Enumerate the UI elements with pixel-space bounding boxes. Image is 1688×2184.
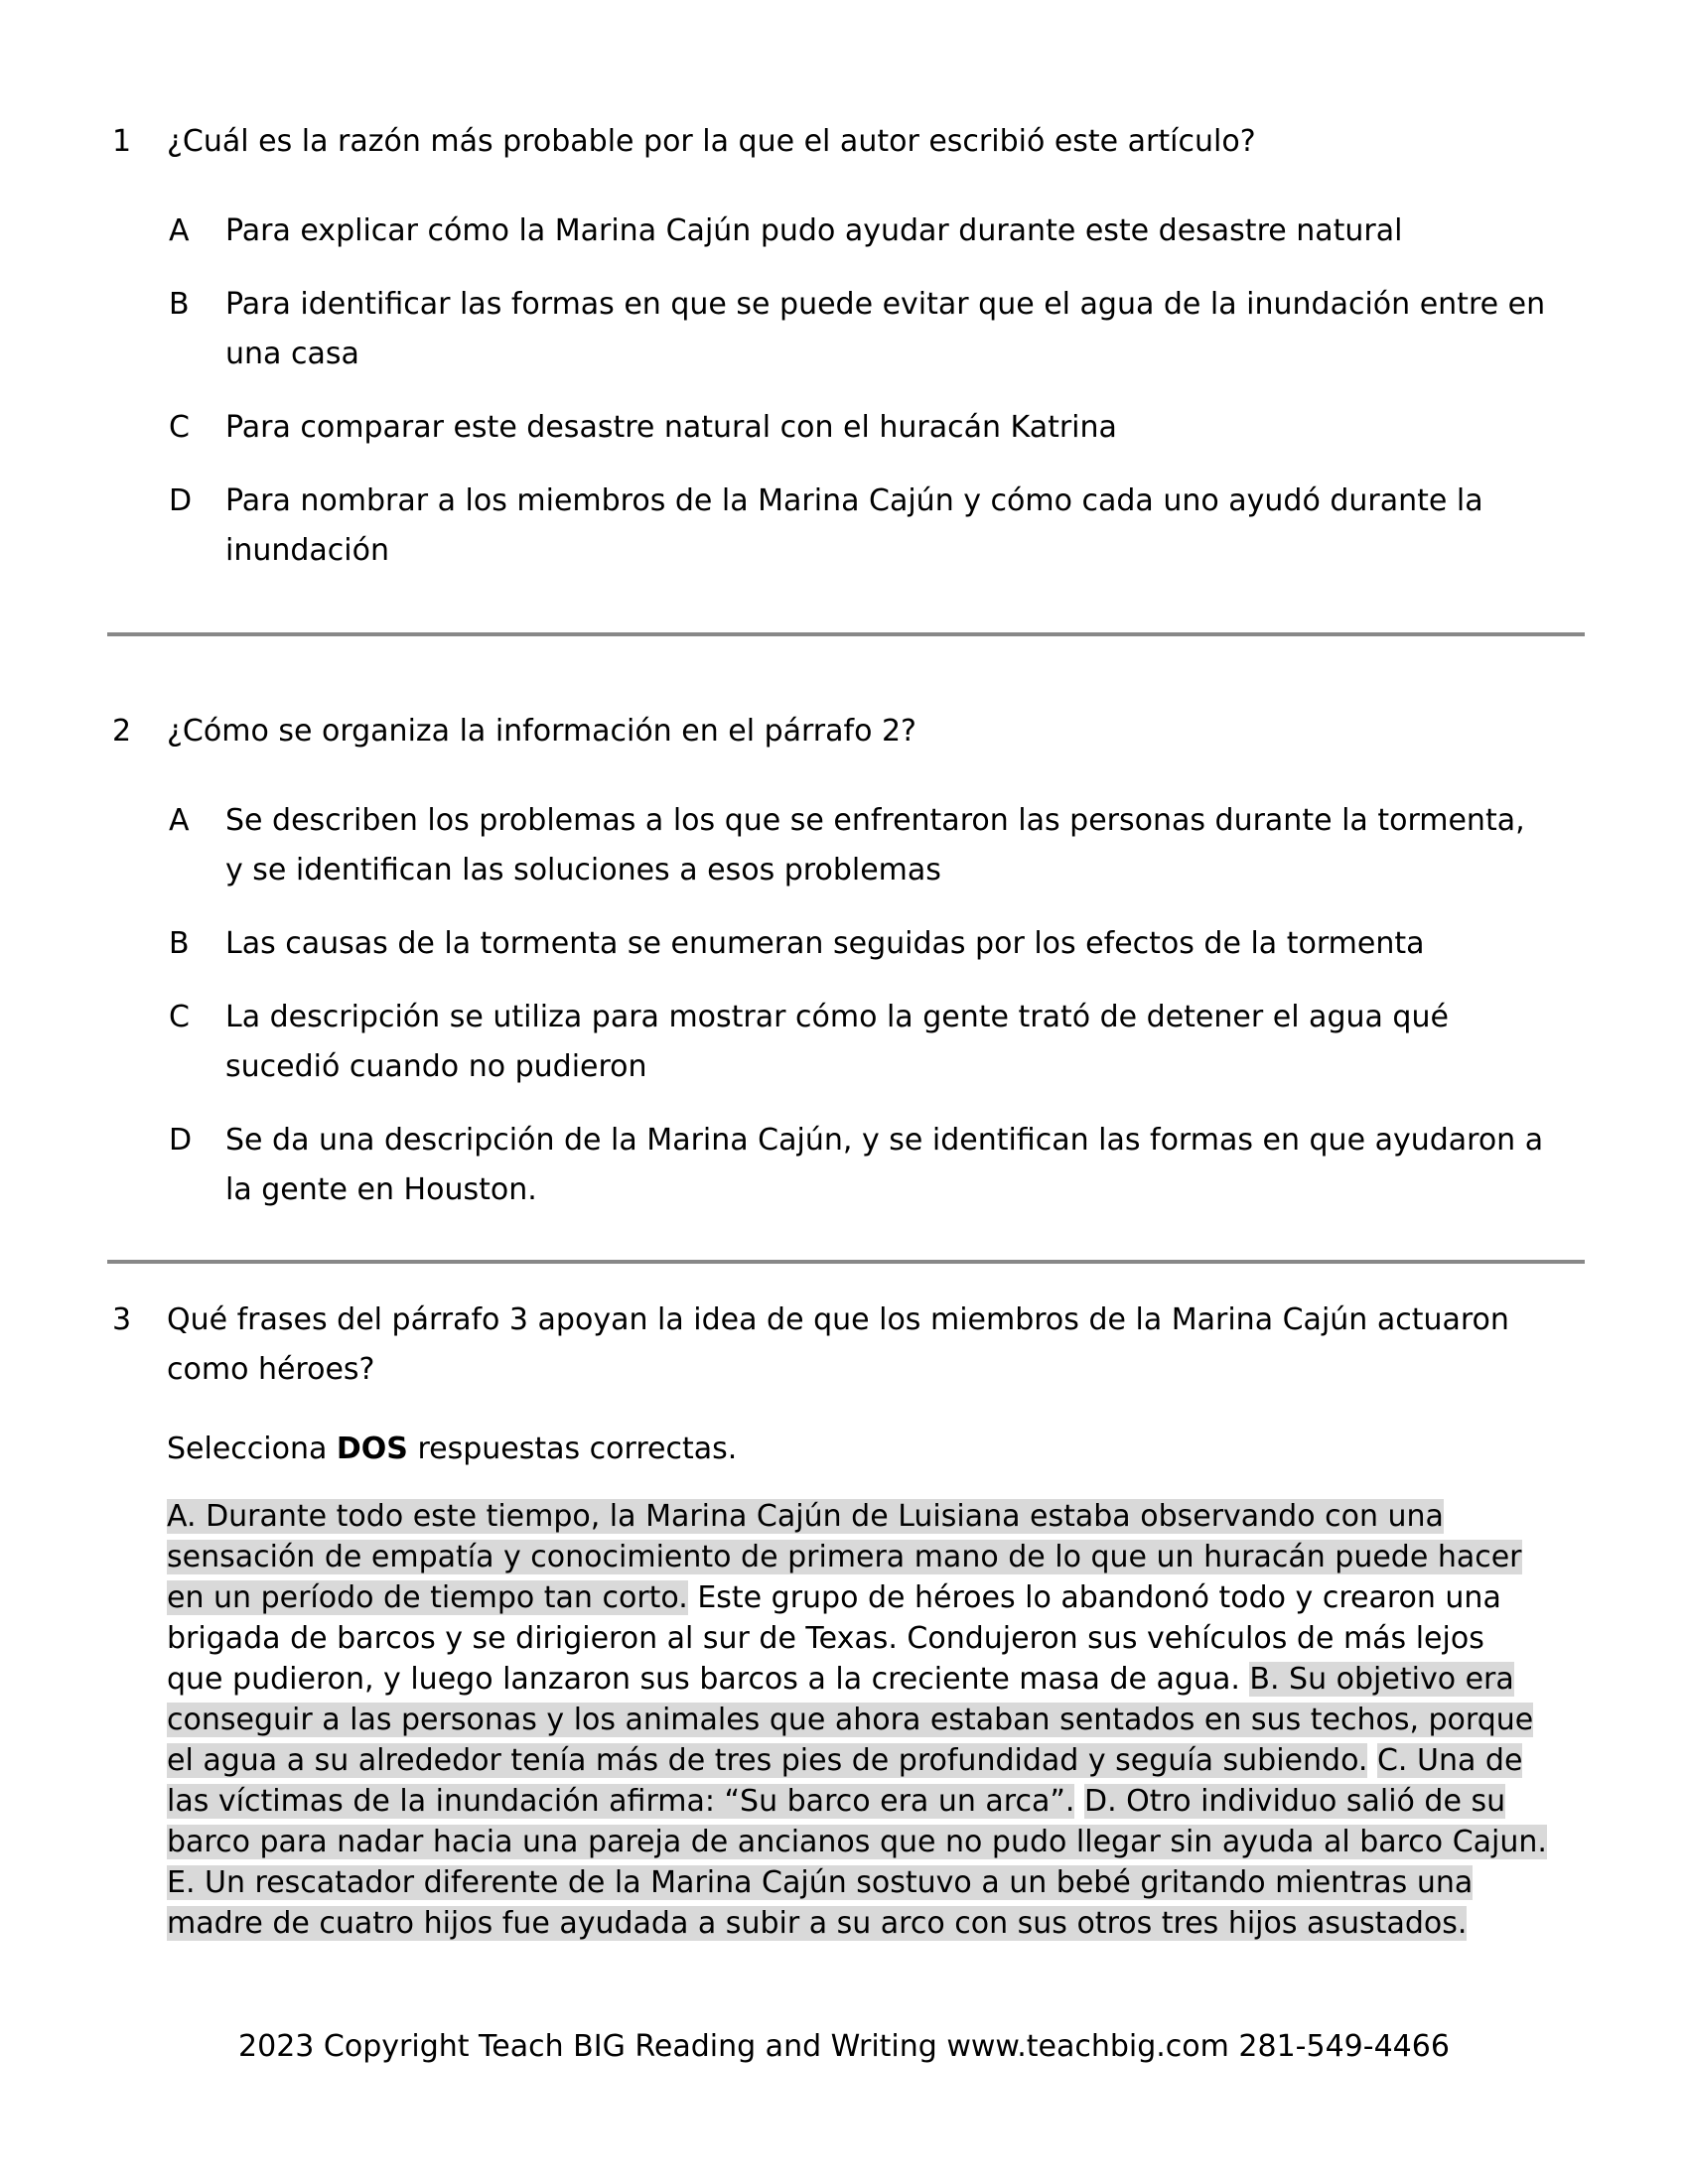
question-3-stem [112,1296,1549,1395]
highlighted-passage-segment: B. Su objetivo era conseguir a las personas y los animales que ahora estaban sentados en sus techos, porque el agua a su alrededor tenía más de tres pies de profundidad y seguía subiendo. [167,1662,1534,1778]
selection-instruction [167,1425,1549,1474]
question-1-number: 1 [112,124,132,159]
option-text: Se da una descripción de la Marina Cajún, y se identifican las formas en que ayudaron a la gente en Houston. [225,1123,1544,1207]
section-divider [107,632,1585,636]
question-block-1 [112,117,1549,576]
highlighted-passage-segment: E. Un rescatador diferente de la Marina Cajún sostuvo a un bebé gritando mientras una madre de cuatro hijos fue ayudada a subir a su arco con sus otros tres hijos asustados. [167,1865,1474,1941]
question-1-stem [112,117,1549,167]
passage-segment [1074,1784,1084,1819]
question-2-option-d [169,1116,1549,1215]
question-1-option-d [169,477,1549,576]
question-1-option-c [169,403,1549,453]
question-1-option-a [169,206,1549,256]
question-2-stem [112,707,1549,756]
option-letter: A [169,213,190,248]
section-divider [107,1260,1585,1264]
question-2-text: ¿Cómo se organiza la información en el párrafo 2? [167,714,916,749]
option-letter: B [169,926,190,961]
option-text: Se describen los problemas a los que se enfrentaron las personas durante la tormenta, y se identifican las soluciones a esos problemas [225,803,1525,887]
question-1-option-b [169,280,1549,379]
instruction-suffix: respuestas correctas. [407,1432,738,1466]
option-letter: A [169,803,190,838]
footer-copyright: 2023 Copyright Teach BIG Reading and Writing www.teachbig.com 281-549-4466 [238,2029,1450,2064]
question-block-3 [112,1296,1549,1944]
passage-segment: Este grupo de héroes lo abandonó todo y crearon una brigada de barcos y se dirigieron al sur de Texas. Condujeron sus vehículos de más lejos que pudieron, y luego lanzaron sus barcos a la creciente masa de agua. [167,1580,1501,1697]
highlighted-passage-segment: D. Otro individuo salió de su barco para nadar hacia una pareja de ancianos que no pudo llegar sin ayuda al barco Cajun. [167,1784,1547,1859]
question-3-text: Qué frases del párrafo 3 apoyan la idea de que los miembros de la Marina Cajún actuaron como héroes? [167,1302,1509,1387]
option-text: Para comparar este desastre natural con el huracán Katrina [225,410,1117,445]
option-letter: D [169,483,193,518]
question-2-number: 2 [112,714,132,749]
question-2-option-c [169,993,1549,1092]
highlighted-passage-segment: A. Durante todo este tiempo, la Marina Cajún de Luisiana estaba observando con una sensación de empatía y conocimiento de primera mano de lo que un huracán puede hacer en un período de tiempo tan corto. [167,1499,1522,1615]
instruction-prefix: Selecciona [167,1432,337,1466]
passage-paragraph [167,1496,1549,1944]
passage-segment [1367,1743,1377,1778]
highlighted-passage-segment: C. Una de las víctimas de la inundación afirma: “Su barco era un arca”. [167,1743,1523,1819]
option-letter: C [169,410,190,445]
question-block-2 [112,707,1549,1215]
option-text: Para nombrar a los miembros de la Marina Cajún y cómo cada uno ayudó durante la inundación [225,483,1483,568]
question-2-option-a [169,796,1549,895]
option-text: Para explicar cómo la Marina Cajún pudo ayudar durante este desastre natural [225,213,1403,248]
question-1-text: ¿Cuál es la razón más probable por la que el autor escribió este artículo? [167,124,1256,159]
option-letter: B [169,287,190,322]
question-2-option-b [169,919,1549,969]
option-letter: D [169,1123,193,1158]
option-text: Para identificar las formas en que se puede evitar que el agua de la inundación entre en una casa [225,287,1546,371]
instruction-bold-word: DOS [336,1432,408,1466]
option-text: La descripción se utiliza para mostrar cómo la gente trató de detener el agua qué sucedió cuando no pudieron [225,1000,1449,1084]
option-letter: C [169,1000,190,1034]
option-text: Las causas de la tormenta se enumeran seguidas por los efectos de la tormenta [225,926,1425,961]
question-3-number: 3 [112,1302,132,1337]
